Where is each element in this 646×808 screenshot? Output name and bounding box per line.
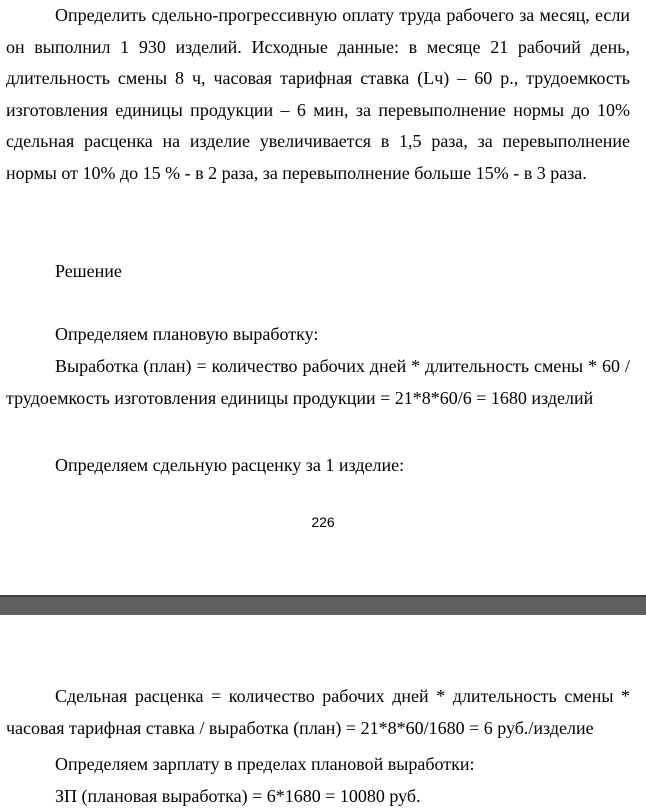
problem-statement: Определить сдельно-прогрессивную оплату труда рабочего за месяц, если он выполнил 1 930 изделий. Исходные данные: в месяце 21 рабочий день, длительность смены 8 ч, часовая тарифная ставка (Lч) – 60 р., трудоемкость изготовления единицы продукции – 6 мин, за перевыполнение нормы до 10% сдельная расценка на изделие увеличивается в 1,5 раза, за перевыполнение нормы от 10% до 15 % - в 2 раза, за перевыполнение больше 15% - в 3 раза. [6,5,630,183]
planned-output-heading: Определяем плановую выработку: [55,324,319,344]
solution-heading: Решение [55,261,122,281]
page-separator [0,595,646,615]
page-number: 226 [311,514,335,530]
planned-salary-formula: ЗП (плановая выработка) = 6*1680 = 10080 руб. [55,786,421,806]
piece-rate-heading: Определяем сдельную расценку за 1 изделие: [55,455,405,475]
piece-rate-formula: Сдельная расценка = количество рабочих дней * длительность смены * часовая тарифная ставка / выработка (план) = 21*8*60/1680 = 6 руб./изделие [6,686,630,738]
planned-output-formula: Выработка (план) = количество рабочих дней * длительность смены * 60 / трудоемкость изготовления единицы продукции = 21*8*60/6 = 1680 изделий [6,356,630,408]
document-page-next [0,615,646,808]
planned-salary-heading: Определяем зарплату в пределах плановой выработки: [55,754,475,774]
